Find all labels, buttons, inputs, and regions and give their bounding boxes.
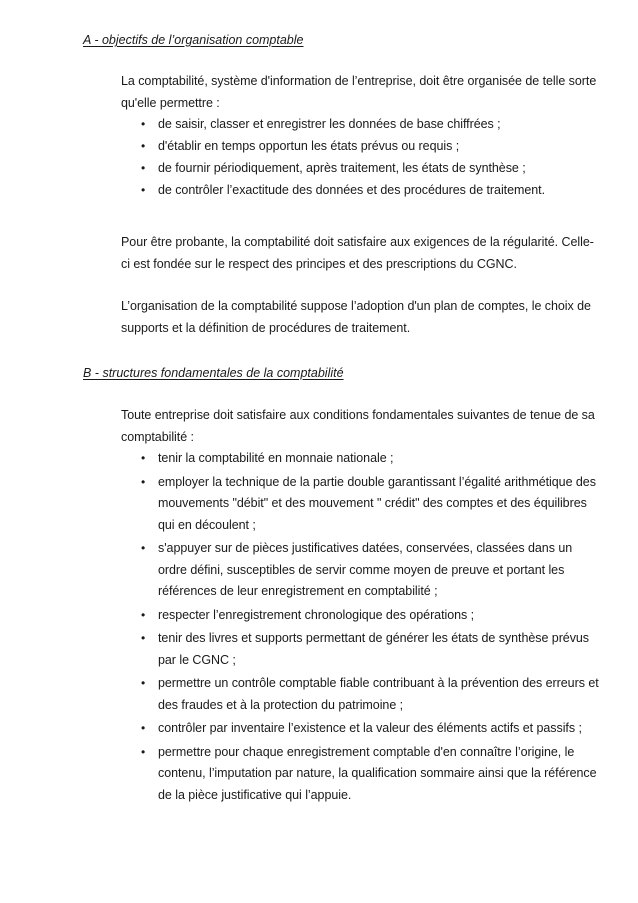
- list-item: [121, 673, 599, 716]
- bullet-icon: •: [141, 744, 146, 759]
- list-item: [121, 742, 599, 807]
- section-a-intro-block: [121, 71, 599, 202]
- bullet-icon: •: [141, 117, 146, 131]
- bullet-icon: •: [141, 541, 146, 555]
- list-item: [121, 605, 599, 627]
- bullet-icon: •: [141, 721, 146, 735]
- bullet-icon: •: [141, 631, 146, 645]
- section-a-intro: La comptabilité, système d'information de l’entreprise, doit être organisée de telle sorte qu'elle permettre :: [121, 74, 597, 110]
- section-a-paragraph-2-block: [121, 232, 599, 275]
- list-item: [121, 628, 599, 671]
- section-b-heading: B - structures fondamentales de la comptabilité: [83, 366, 344, 380]
- section-a-paragraph-3-block: [121, 296, 599, 339]
- list-item: [121, 718, 599, 740]
- section-b-bullet-list: [121, 448, 599, 806]
- list-item: [121, 136, 599, 158]
- section-a-bullet-list: [121, 114, 599, 202]
- bullet-icon: •: [141, 161, 146, 175]
- bullet-icon: •: [141, 139, 146, 153]
- list-item-text: contrôler par inventaire l’existence et la valeur des éléments actifs et passifs ;: [158, 721, 582, 735]
- section-b-intro: Toute entreprise doit satisfaire aux conditions fondamentales suivantes de tenue de sa comptabilité :: [121, 408, 595, 444]
- section-a-paragraph-2: Pour être probante, la comptabilité doit satisfaire aux exigences de la régularité. Celle-ci est fondée sur le respect des principes et des prescriptions du CGNC.: [121, 235, 594, 271]
- list-item-text: permettre un contrôle comptable fiable contribuant à la prévention des erreurs et des fraudes et à la protection du patrimoine ;: [158, 676, 599, 712]
- bullet-icon: •: [141, 474, 146, 489]
- bullet-icon: •: [141, 451, 146, 465]
- list-item-text: de contrôler l’exactitude des données et des procédures de traitement.: [158, 183, 546, 197]
- list-item-text: de fournir périodiquement, après traitement, les états de synthèse ;: [158, 161, 526, 175]
- list-item: [121, 114, 599, 136]
- list-item: [121, 158, 599, 180]
- bullet-icon: •: [141, 607, 146, 622]
- list-item-text: permettre pour chaque enregistrement comptable d'en connaître l’origine, le contenu, l’imputation par nature, la qualification sommaire ainsi que la référence de la pièce justificative qui l’appuie.: [158, 744, 597, 802]
- bullet-icon: •: [141, 676, 146, 690]
- section-a-paragraph-3: L’organisation de la comptabilité suppose l’adoption d'un plan de comptes, le choix de supports et la définition de procédures de traitement.: [121, 299, 591, 335]
- list-item-text: respecter l’enregistrement chronologique des opérations ;: [158, 607, 475, 622]
- list-item: [121, 180, 599, 202]
- section-b-intro-block: [121, 405, 599, 806]
- list-item-text: tenir des livres et supports permettant de générer les états de synthèse prévus par le CGNC ;: [158, 631, 590, 667]
- list-item-text: s'appuyer sur de pièces justificatives datées, conservées, classées dans un ordre défini, susceptibles de servir comme moyen de preuve et portant les références de leur enregistrement en comptabilité ;: [158, 541, 573, 598]
- list-item-text: de saisir, classer et enregistrer les données de base chiffrées ;: [158, 117, 501, 131]
- bullet-icon: •: [141, 183, 146, 197]
- list-item-text: employer la technique de la partie double garantissant l’égalité arithmétique des mouvements "débit" et des mouvement " crédit" des comptes et des équilibres qui en découlent ;: [158, 474, 596, 532]
- list-item: [121, 448, 599, 470]
- list-item: [121, 538, 599, 603]
- list-item-text: tenir la comptabilité en monnaie nationale ;: [158, 451, 394, 465]
- section-a-heading: A - objectifs de l’organisation comptable: [83, 33, 304, 47]
- list-item: [121, 472, 599, 537]
- list-item-text: d'établir en temps opportun les états prévus ou requis ;: [158, 139, 460, 153]
